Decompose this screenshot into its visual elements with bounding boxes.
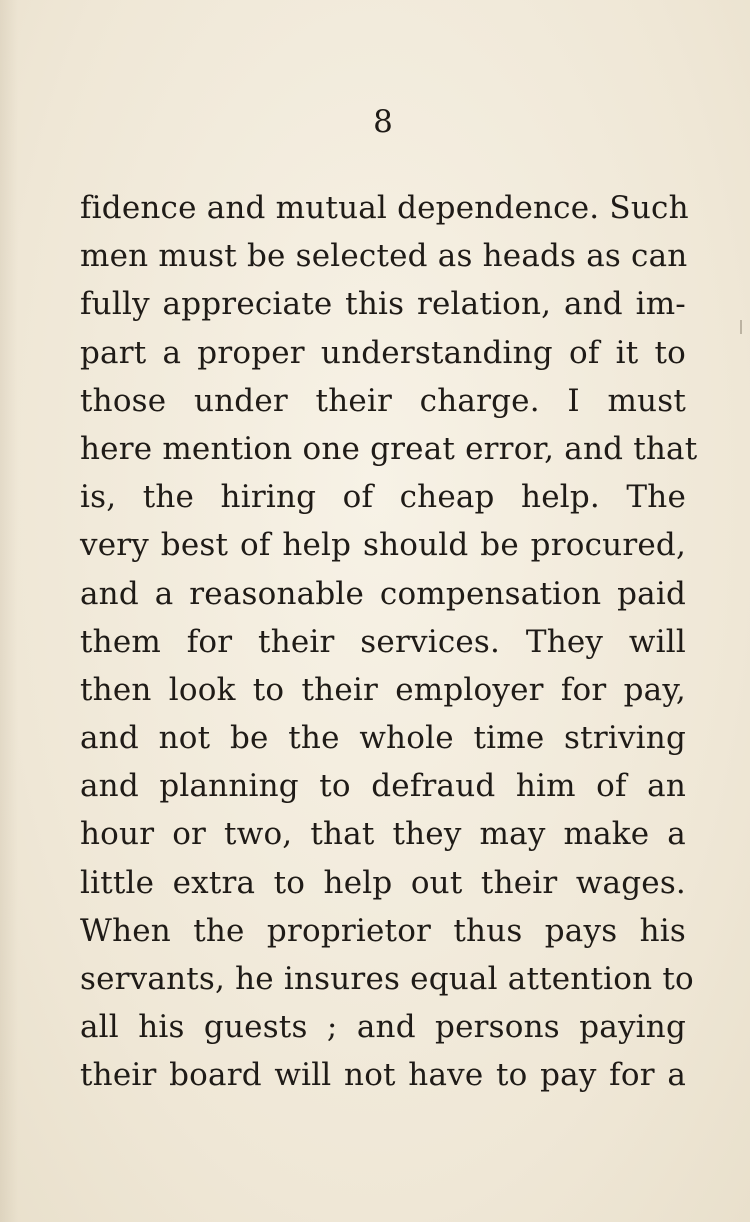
text-line: and a reasonable compensation paid bbox=[80, 575, 686, 612]
text-line: servants, he insures equal attention to bbox=[80, 961, 694, 997]
text-line: little extra to help out their wages. bbox=[80, 864, 686, 901]
text-line: fully appreciate this relation, and im- bbox=[80, 286, 686, 323]
text-line: men must be selected as heads as can bbox=[80, 238, 688, 275]
text-line: and planning to defraud him of an bbox=[80, 768, 686, 805]
text-line: fidence and mutual dependence. Such bbox=[80, 190, 689, 226]
text-line: hour or two, that they may make a bbox=[80, 816, 686, 853]
text-line: their board will not have to pay for a bbox=[80, 1057, 686, 1094]
page-number: 8 bbox=[373, 104, 393, 140]
text-line: here mention one great error, and that bbox=[80, 430, 698, 467]
text-line: those under their charge. I must bbox=[80, 382, 686, 419]
margin-mark bbox=[740, 320, 742, 334]
body-text bbox=[80, 184, 698, 1100]
text-line: then look to their employer for pay, bbox=[80, 671, 686, 708]
text-line: all his guests ; and persons paying bbox=[80, 1009, 686, 1046]
text-line: and not be the whole time striving bbox=[80, 720, 686, 757]
text-line: When the proprietor thus pays his bbox=[80, 912, 686, 949]
text-line: them for their services. They will bbox=[80, 623, 686, 660]
text-line: part a proper understanding of it to bbox=[80, 334, 686, 371]
text-line: is, the hiring of cheap help. The bbox=[80, 479, 686, 516]
text-line: very best of help should be procured, bbox=[80, 527, 686, 564]
